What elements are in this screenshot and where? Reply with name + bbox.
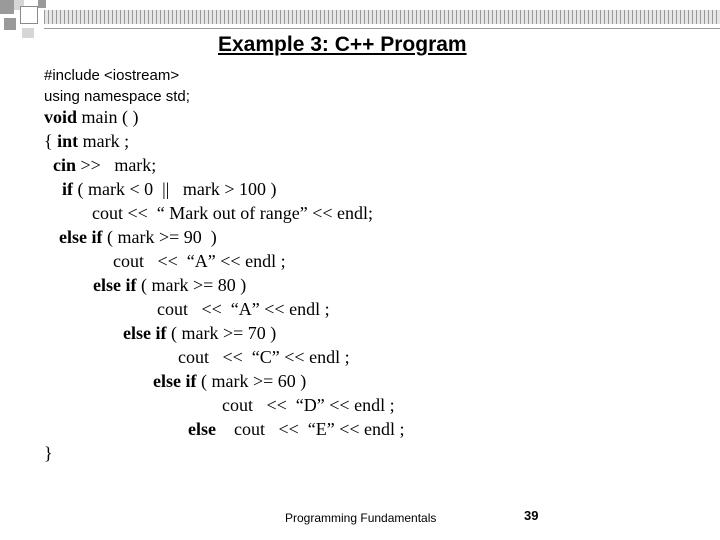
keyword: int — [57, 131, 79, 151]
namespace-line: using namespace std; — [44, 88, 190, 105]
decoration-square — [0, 0, 14, 14]
code-line: cout << “C” << endl ; — [178, 347, 350, 367]
keyword: else if — [59, 227, 103, 247]
code-line — [123, 323, 276, 344]
code-text: cout << “E” << endl ; — [215, 419, 405, 439]
closing-brace: } — [44, 443, 53, 463]
page-number: 39 — [524, 508, 539, 523]
keyword: else if — [123, 323, 167, 343]
keyword: else if — [93, 275, 137, 295]
decoration-square — [20, 6, 38, 24]
code-text: ( mark >= 70 ) — [166, 323, 277, 343]
keyword: else — [188, 419, 216, 439]
code-line — [44, 107, 139, 128]
header-rule — [44, 28, 720, 29]
code-text: >> mark; — [76, 155, 157, 175]
code-text: { — [44, 131, 58, 151]
code-line: cout << “A” << endl ; — [157, 299, 330, 319]
decoration-square — [4, 18, 16, 30]
slide-title: Example 3: C++ Program — [218, 33, 467, 56]
decoration-square — [38, 0, 46, 8]
keyword: if — [62, 179, 73, 199]
code-line — [93, 275, 246, 296]
code-line: cout << “A” << endl ; — [113, 251, 286, 271]
code-text: mark ; — [78, 131, 130, 151]
keyword: void — [44, 107, 78, 127]
code-line: cout << “D” << endl ; — [222, 395, 395, 415]
code-line: cout << “ Mark out of range” << endl; — [92, 203, 374, 223]
include-line: #include <iostream> — [44, 67, 180, 84]
code-line — [153, 371, 306, 392]
code-line — [62, 179, 276, 200]
code-text: ( mark >= 60 ) — [196, 371, 307, 391]
code-line — [44, 131, 129, 152]
code-line — [188, 419, 405, 440]
keyword: cin — [53, 155, 77, 175]
code-line — [53, 155, 156, 176]
keyword: else if — [153, 371, 197, 391]
code-line — [59, 227, 217, 248]
footer-label: Programming Fundamentals — [285, 511, 437, 525]
decoration-square — [22, 28, 34, 38]
code-text: main ( ) — [77, 107, 139, 127]
code-text: ( mark >= 90 ) — [102, 227, 217, 247]
code-text: ( mark < 0 || mark > 100 ) — [73, 179, 277, 199]
header-stripe — [44, 10, 720, 24]
code-text: ( mark >= 80 ) — [136, 275, 247, 295]
